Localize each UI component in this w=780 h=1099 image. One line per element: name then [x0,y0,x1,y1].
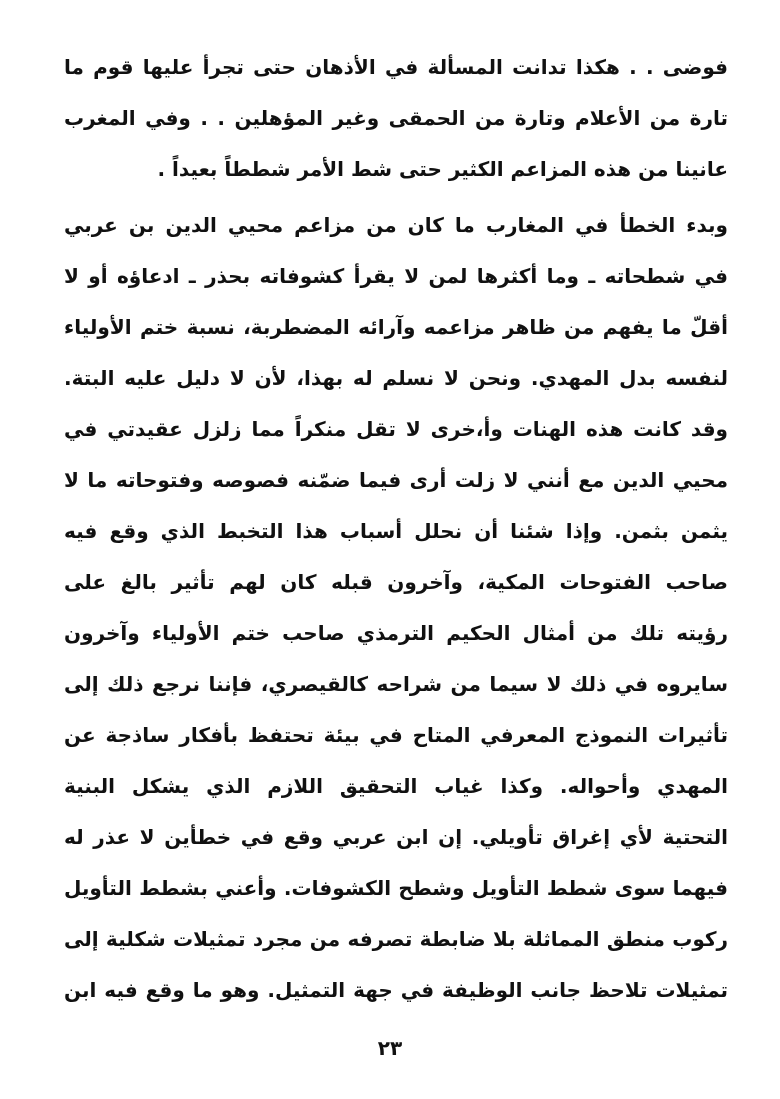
text-line: أقلّ ما يفهم من ظاهر مزاعمه وآرائه المضطربة، نسبة ختم الأولياء [64,315,728,339]
text-line: فوضى . . هكذا تدانت المسألة في الأذهان حتى تجرأ عليها قوم ما [64,55,728,79]
text-line: تارة من الأعلام وتارة من الحمقى وغير المؤهلين . . وفي المغرب [64,106,728,130]
text-line: محيي الدين مع أنني لا زلت أرى فيما ضمّنه فصوصه وفتوحاته ما لا [64,468,728,492]
text-line: تمثيلات تلاحظ جانب الوظيفة في جهة التمثيل. وهو ما وقع فيه ابن [64,978,728,1002]
text-line: لنفسه بدل المهدي. ونحن لا نسلم له بهذا، لأن لا دليل عليه البتة. [64,366,728,390]
text-line: التحتية لأي إغراق تأويلي. إن ابن عربي وقع في خطأين لا عذر له [64,825,728,849]
text-line: وبدء الخطأ في المغارب ما كان من مزاعم محيي الدين بن عربي [64,213,728,237]
text-line: في شطحاته ـ وما أكثرها لمن لا يقرأ كشوفاته بحذر ـ ادعاؤه أو لا [64,264,728,288]
text-line: ركوب منطق المماثلة بلا ضابطة تصرفه من مجرد تمثيلات شكلية إلى [64,927,728,951]
text-line: عانينا من هذه المزاعم الكثير حتى شط الأمر شططاً بعيداً . [157,157,728,181]
paragraph-2 [64,200,728,1016]
paragraph-1 [64,42,728,195]
text-line: رؤيته تلك من أمثال الحكيم الترمذي صاحب ختم الأولياء وآخرون [64,621,728,645]
page-number: ٢٣ [377,1036,403,1060]
text-line: وقد كانت هذه الهنات وأ،خرى لا تقل منكراً مما زلزل عقيدتي في [64,417,728,441]
text-line: صاحب الفتوحات المكية، وآخرون قبله كان لهم تأثير بالغ على [64,570,728,594]
text-line: يثمن بثمن. وإذا شئنا أن نحلل أسباب هذا التخبط الذي وقع فيه [64,519,728,543]
text-line: تأثيرات النموذج المعرفي المتاح في بيئة تحتفظ بأفكار ساذجة عن [64,723,728,747]
text-line: سايروه في ذلك لا سيما من شراحه كالقيصري، فإننا نرجع ذلك إلى [64,672,728,696]
text-line: فيهما سوى شطط التأويل وشطح الكشوفات. وأعني بشطط التأويل [64,876,728,900]
text-line: المهدي وأحواله. وكذا غياب التحقيق اللازم الذي يشكل البنية [64,774,728,798]
